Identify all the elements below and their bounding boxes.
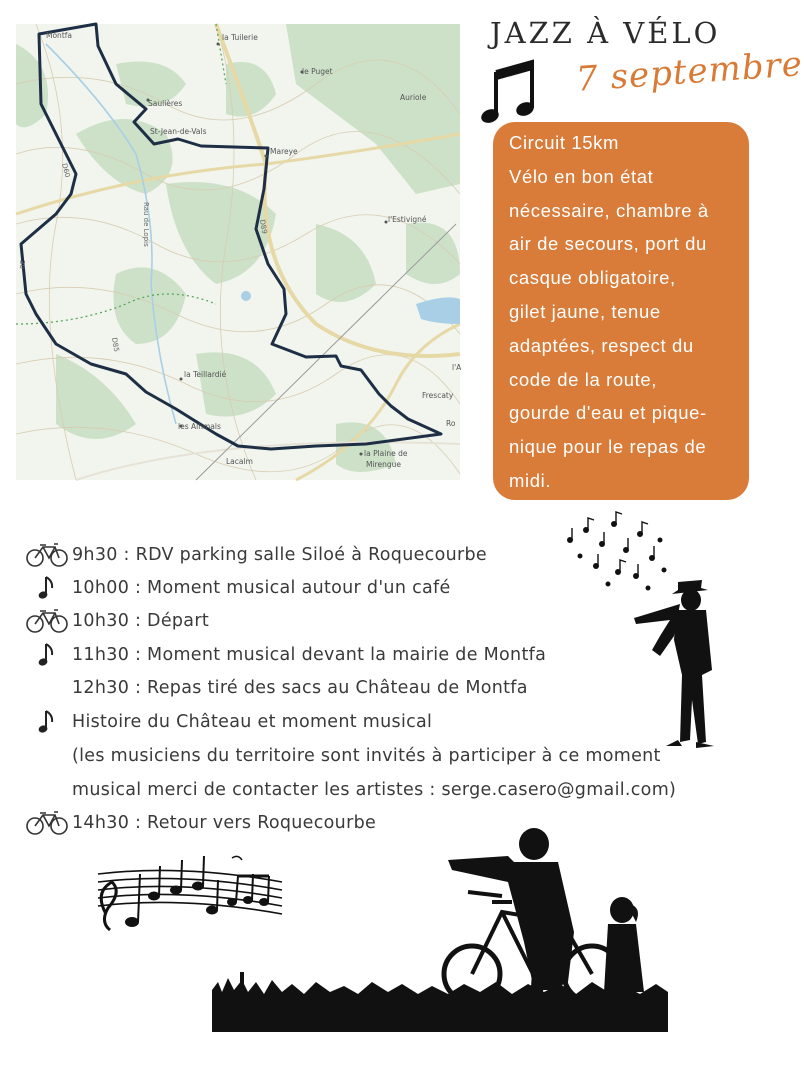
map-label-mareye: Mareye	[270, 147, 298, 156]
schedule-item	[24, 538, 487, 572]
double-note-icon	[480, 58, 542, 128]
map-label-montfa: Montfa	[46, 31, 72, 40]
music-note-icon	[37, 575, 57, 601]
map-label-mirengue: Mirengue	[366, 460, 401, 469]
schedule-text: 14h30 : Retour vers Roquecourbe	[72, 813, 377, 833]
bicycle-icon	[25, 542, 69, 568]
map-label-la: l'A	[452, 363, 462, 372]
road-label-30: 30	[18, 260, 26, 269]
music-note-icon	[37, 709, 57, 735]
info-line: Circuit 15km	[509, 132, 619, 153]
father-child-bicycle-silhouette	[212, 822, 668, 1034]
info-line: gilet jaune, tenue	[509, 300, 661, 322]
schedule-text: Histoire du Château et moment musical	[72, 712, 433, 732]
saxophone-player-illustration	[556, 510, 726, 750]
bicycle-icon	[25, 810, 69, 836]
map-label-puget: le Puget	[302, 67, 333, 76]
map-label-saulieres: Saulières	[148, 99, 183, 108]
schedule-text: musical merci de contacter les artistes : serge.casero@gmail.com)	[72, 780, 677, 800]
road-label-d60: D60	[60, 162, 72, 179]
schedule-text: 12h30 : Repas tiré des sacs au Château de Montfa	[72, 678, 528, 698]
map-label-lacalm: Lacalm	[226, 457, 253, 466]
schedule-item	[24, 571, 451, 605]
schedule-text: 9h30 : RDV parking salle Siloé à Roquecourbe	[72, 545, 487, 565]
music-note-icon	[37, 642, 57, 668]
schedule-text: 10h00 : Moment musical autour d'un café	[72, 578, 451, 598]
map-label-estivigne: l'Estivigné	[388, 215, 427, 224]
info-line: Vélo en bon état	[509, 165, 654, 187]
info-box	[493, 122, 749, 500]
map-label-frescaty: Frescaty	[422, 391, 454, 400]
page-title: JAZZ À VÉLO	[490, 16, 721, 50]
map-label-auriole: Auriole	[400, 93, 427, 102]
info-line: midi.	[509, 469, 552, 491]
route-map	[16, 24, 460, 480]
flying-notes	[567, 512, 667, 591]
info-line: casque obligatoire,	[509, 267, 676, 289]
schedule-text: 11h30 : Moment musical devant la mairie de Montfa	[72, 645, 547, 665]
schedule-item	[24, 773, 677, 807]
road-label-d89: D89	[258, 218, 269, 235]
info-line: air de secours, port du	[509, 233, 707, 255]
schedule-item	[24, 671, 528, 705]
schedule-item	[24, 739, 661, 773]
bicycle-icon	[25, 608, 69, 634]
info-line: nique pour le repas de	[509, 436, 707, 458]
map-label-alhmals: les Alhmals	[178, 422, 221, 431]
schedule-item	[24, 806, 377, 840]
river-label: Rau de Lopis	[142, 202, 150, 247]
info-line: adaptées, respect du	[509, 334, 694, 356]
map-label-tuilerie: la Tuilerie	[222, 33, 258, 42]
schedule-item	[24, 638, 547, 672]
schedule-text: 10h30 : Départ	[72, 611, 209, 631]
road-label-d85: D85	[110, 336, 121, 353]
map-label-teillardie: la Teillardié	[184, 370, 227, 379]
event-date: 7 septembre	[574, 44, 804, 100]
schedule-item	[24, 604, 209, 638]
map-drawing	[16, 24, 460, 480]
info-line: code de la route,	[509, 368, 658, 390]
schedule-item	[24, 705, 433, 739]
map-label-plaine: la Plaine de	[364, 449, 408, 458]
info-line: nécessaire, chambre à	[509, 199, 709, 221]
map-label-ro: Ro	[446, 419, 456, 428]
map-label-st-jean: St-Jean-de-Vals	[150, 127, 207, 136]
schedule-text: (les musiciens du territoire sont invités à participer à ce moment	[72, 746, 661, 766]
info-line: gourde d'eau et pique-	[509, 402, 707, 424]
pond	[241, 291, 251, 301]
